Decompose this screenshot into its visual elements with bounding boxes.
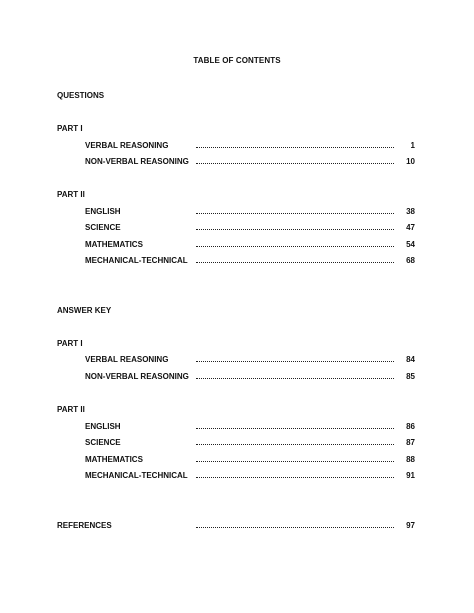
dot-leader <box>196 246 394 247</box>
toc-entry-page: 91 <box>406 471 415 480</box>
toc-entry-page: 86 <box>406 422 415 431</box>
toc-entry-page: 84 <box>406 355 415 364</box>
toc-entry-label: SCIENCE <box>85 438 121 447</box>
toc-entry-label: NON-VERBAL REASONING <box>85 372 189 381</box>
toc-entry-page: 38 <box>406 207 415 216</box>
toc-entry-mathematics[interactable] <box>0 240 474 252</box>
dot-leader <box>196 444 394 445</box>
page-title: TABLE OF CONTENTS <box>193 56 281 65</box>
toc-entry-label: SCIENCE <box>85 223 121 232</box>
toc-entry-answers-science[interactable] <box>0 438 474 450</box>
toc-entry-label: MECHANICAL-TECHNICAL <box>85 471 188 480</box>
toc-entry-label: REFERENCES <box>57 521 112 530</box>
toc-entry-page: 97 <box>406 521 415 530</box>
toc-entry-answers-mechanical-technical[interactable] <box>0 471 474 483</box>
toc-entry-page: 54 <box>406 240 415 249</box>
toc-entry-english[interactable] <box>0 207 474 219</box>
toc-entry-answers-non-verbal-reasoning[interactable] <box>0 372 474 384</box>
toc-entry-label: MATHEMATICS <box>85 240 143 249</box>
dot-leader <box>196 229 394 230</box>
toc-entry-answers-verbal-reasoning[interactable] <box>0 355 474 367</box>
dot-leader <box>196 378 394 379</box>
toc-entry-label: ENGLISH <box>85 207 121 216</box>
toc-entry-page: 1 <box>410 141 415 150</box>
toc-entry-page: 85 <box>406 372 415 381</box>
toc-entry-science[interactable] <box>0 223 474 235</box>
toc-entry-references[interactable] <box>0 521 474 533</box>
toc-entry-page: 87 <box>406 438 415 447</box>
toc-entry-answers-english[interactable] <box>0 422 474 434</box>
toc-entry-label: MATHEMATICS <box>85 455 143 464</box>
questions-part1-heading: PART I <box>57 124 83 133</box>
dot-leader <box>196 262 394 263</box>
toc-entry-answers-mathematics[interactable] <box>0 455 474 467</box>
answer-key-heading: ANSWER KEY <box>57 306 112 315</box>
dot-leader <box>196 428 394 429</box>
dot-leader <box>196 361 394 362</box>
toc-entry-page: 47 <box>406 223 415 232</box>
toc-entry-page: 10 <box>406 157 415 166</box>
toc-entry-verbal-reasoning[interactable] <box>0 141 474 153</box>
toc-entry-label: NON-VERBAL REASONING <box>85 157 189 166</box>
toc-entry-non-verbal-reasoning[interactable] <box>0 157 474 169</box>
dot-leader <box>196 527 394 528</box>
toc-entry-label: ENGLISH <box>85 422 121 431</box>
toc-entry-label: MECHANICAL-TECHNICAL <box>85 256 188 265</box>
questions-heading: QUESTIONS <box>57 91 105 100</box>
answers-part1-heading: PART I <box>57 339 83 348</box>
toc-entry-page: 68 <box>406 256 415 265</box>
toc-entry-label: VERBAL REASONING <box>85 141 169 150</box>
dot-leader <box>196 477 394 478</box>
dot-leader <box>196 461 394 462</box>
dot-leader <box>196 213 394 214</box>
dot-leader <box>196 147 394 148</box>
toc-entry-page: 88 <box>406 455 415 464</box>
dot-leader <box>196 163 394 164</box>
toc-entry-label: VERBAL REASONING <box>85 355 169 364</box>
answers-part2-heading: PART II <box>57 405 85 414</box>
questions-part2-heading: PART II <box>57 190 85 199</box>
toc-entry-mechanical-technical[interactable] <box>0 256 474 268</box>
